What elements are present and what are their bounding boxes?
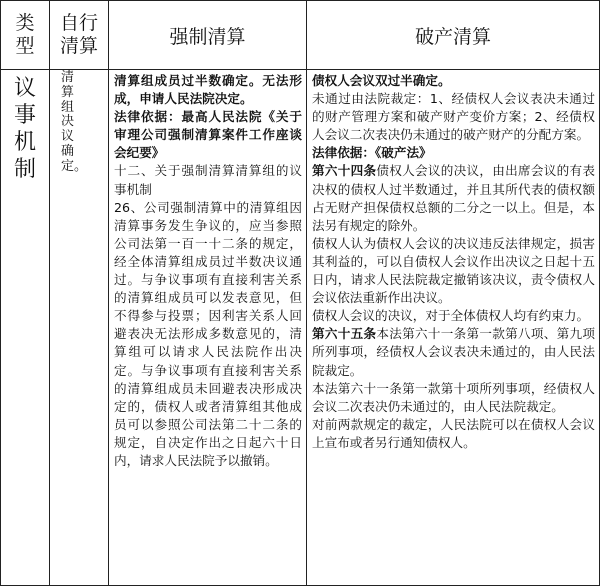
- article-64-paragraph-3: 债权人会议的决议，对于全体债权人均有约束力。: [312, 308, 590, 324]
- article-65-label: 第六十五条: [312, 326, 377, 342]
- forced-legal-basis: 法律依据：最高人民法院《关于审理公司强制清算案件工作座谈会纪要》: [114, 109, 302, 161]
- article-65-paragraph-3: 对前两款规定的裁定，人民法院可以在债权人会议上宣布或者另行通知债权人。: [312, 416, 595, 450]
- article-65: [312, 325, 595, 379]
- header-type-line1: 类: [15, 12, 35, 34]
- article-64-label: 第六十四条: [312, 163, 377, 179]
- column-divider: [49, 1, 50, 585]
- row-type-char: 事: [13, 103, 36, 128]
- article-65-text: 本法第六十一条第一款第八项、第九项所列事项，经债权人会议表决未通过的，由人民法院裁定。: [312, 326, 596, 378]
- header-divider: [1, 69, 599, 70]
- header-forced-liquidation: 强制清算: [169, 25, 246, 48]
- header-type-line2: 型: [15, 35, 35, 57]
- bankrupt-legal-basis: 法律依据：《破产法》: [312, 145, 432, 161]
- column-divider: [306, 1, 307, 585]
- forced-body: 26、公司强制清算中的清算组因清算事务发生争议的，应当参照公司法第一百一十二条的规定，经全体清算组成员过半数决议通过。与争议事项有直接利害关系的清算组成员可以发表意见，但不得参与投票；因利害关系人回避表决无法形成多数意见的，清算组可以请求人民法院作出决定。与争议事项有直接利害关系的清算组成员未回避表决形成决定的，债权人或者清算组其他成员可以参照公司法第二十二条的规定，自决定作出之日起六十日内，请求人民法院予以撤销。: [114, 199, 302, 468]
- header-type: [1, 1, 49, 69]
- row-type-char: 机: [13, 130, 36, 155]
- row-type-cell: [11, 75, 39, 183]
- header-bankruptcy-liquidation: 破产清算: [414, 25, 491, 48]
- row-type-char: 议: [13, 76, 36, 101]
- bankrupt-intro: 未通过由法院裁定：1、经债权人会议表决未通过的财产管理方案和破产财产变价方案；2、经债权人会议二次表决仍未通过的破产财产的分配方案。: [312, 91, 595, 143]
- column-divider: [108, 1, 109, 585]
- article-64-text: 债权人会议的决议，由出席会议的有表决权的债权人过半数通过，并且其所代表的债权额占无财产担保债权总额的二分之一以上。但是，本法另有规定的除外。: [312, 163, 596, 233]
- header-self-line1: 自行: [59, 12, 98, 34]
- bankruptcy-liquidation-cell: [312, 72, 595, 452]
- forced-section-title: 十二、关于强制清算清算组的议事机制: [114, 163, 302, 197]
- row-type-char: 制: [13, 157, 36, 182]
- self-liquidation-cell: 清算组决议确定。: [61, 70, 88, 174]
- article-65-paragraph-2: 本法第六十一条第一款第十项所列事项，经债权人会议二次表决仍未通过的，由人民法院裁定。: [312, 380, 595, 414]
- article-64-paragraph-2: 债权人认为债权人会议的决议违反法律规定，损害其利益的，可以自债权人会议作出决议之日起十五日内，请求人民法院裁定撤销该决议，责令债权人会议依法重新作出决议。: [312, 235, 595, 306]
- bankrupt-rule: 债权人会议双过半确定。: [312, 73, 451, 88]
- forced-rule: 清算组成员过半数确定。无法形成，申请人民法院决定。: [114, 73, 302, 107]
- forced-liquidation-cell: [114, 72, 302, 470]
- article-64: [312, 162, 595, 234]
- header-self-liquidation: [50, 1, 108, 69]
- header-self-line2: 清算: [59, 35, 98, 57]
